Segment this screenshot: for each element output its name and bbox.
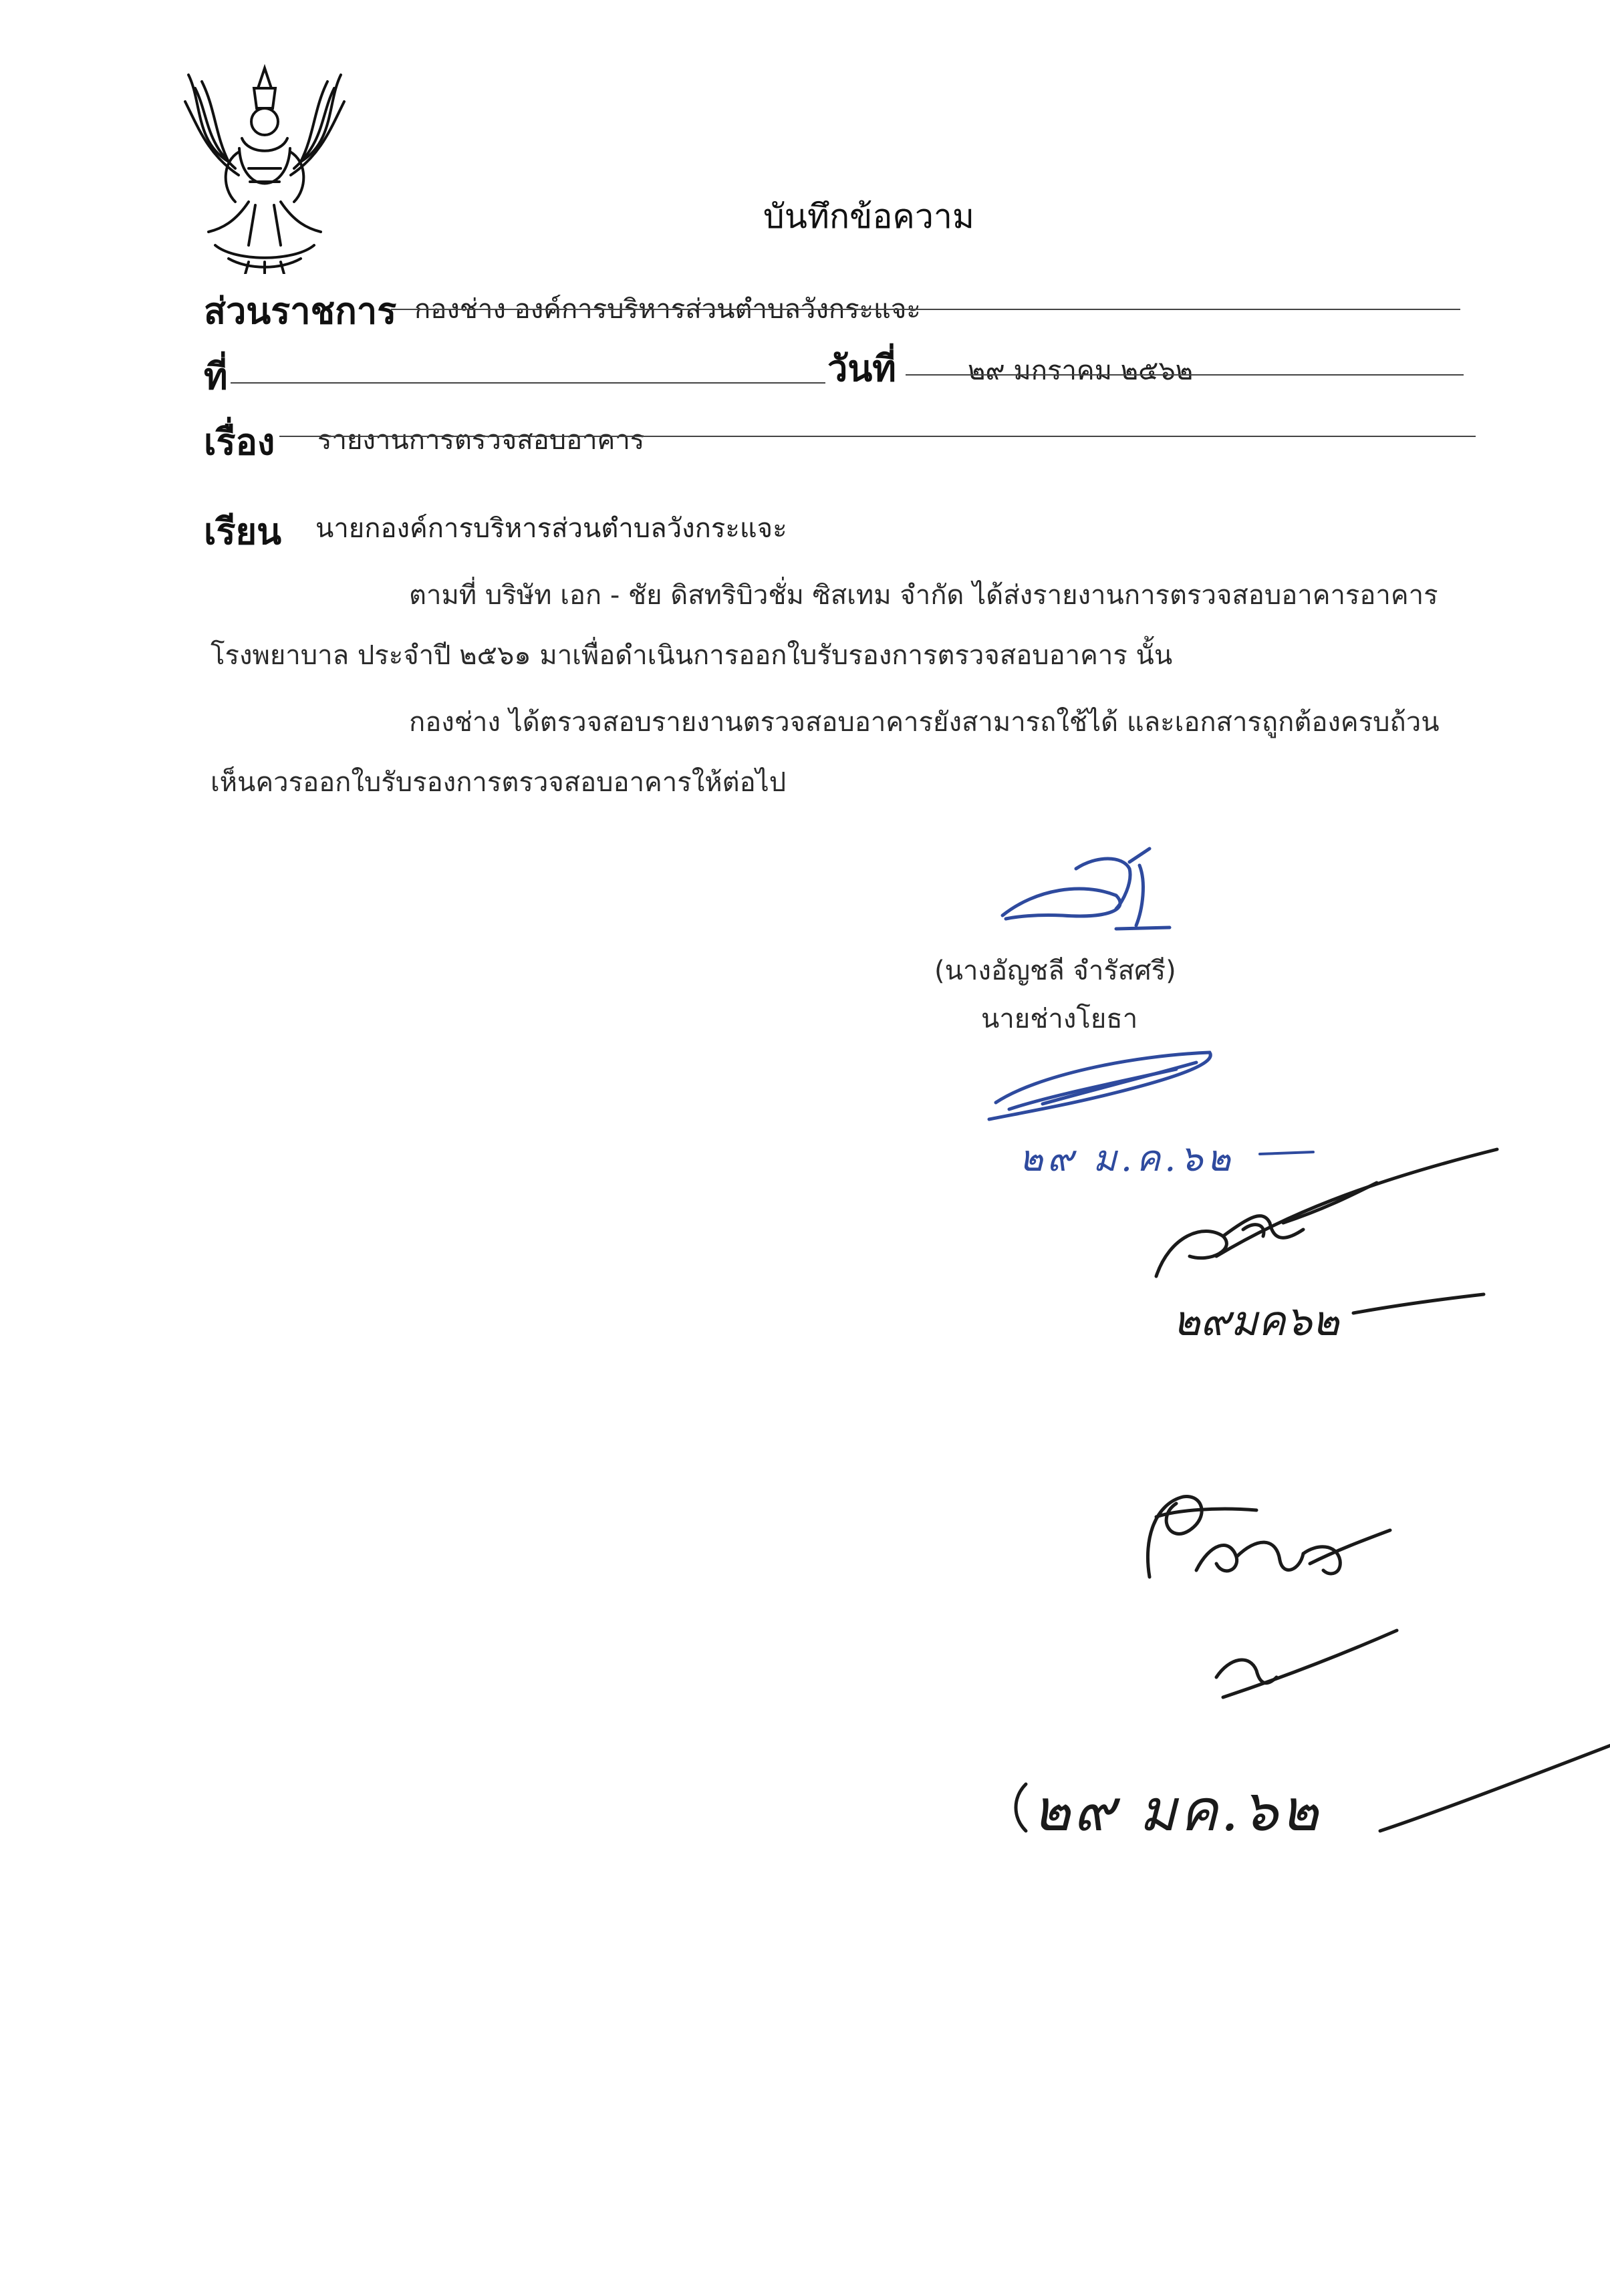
handwritten-date-3: ๒๙ มค.๖๒ bbox=[1033, 1777, 1321, 1844]
handwritten-date-3-strokes bbox=[1006, 1737, 1610, 1858]
to-value: นายกองค์การบริหารส่วนตำบลวังกระแจะ bbox=[315, 513, 787, 544]
signature-3 bbox=[1150, 1143, 1510, 1296]
subject-label: เรื่อง bbox=[204, 421, 275, 463]
handwritten-date-2: ๒๙มค๖๒ bbox=[1173, 1296, 1339, 1345]
paragraph-1-line-2: โรงพยาบาล ประจำปี ๒๕๖๑ มาเพื่อดำเนินการออกใบรับรองการตรวจสอบอาคาร นั้น bbox=[211, 640, 1173, 671]
department-underline bbox=[391, 309, 1460, 310]
paragraph-2-line-2: เห็นควรออกใบรับรองการตรวจสอบอาคารให้ต่อไป bbox=[211, 767, 787, 798]
ref-label: ที่ bbox=[204, 355, 228, 398]
handwritten-date-2-stroke bbox=[1350, 1286, 1490, 1320]
memo-title: บันทึกข้อความ bbox=[763, 197, 974, 236]
signature-1 bbox=[996, 842, 1183, 936]
date-value: ๒๙ มกราคม ๒๕๖๒ bbox=[968, 355, 1194, 386]
date-label: วันที่ bbox=[827, 347, 896, 390]
to-label: เรียน bbox=[204, 511, 282, 553]
signature-5 bbox=[1203, 1624, 1403, 1711]
subject-underline bbox=[279, 436, 1476, 437]
paragraph-1-line-1: ตามที่ บริษัท เอก - ชัย ดิสทริบิวชั่ม ซิสเทม จำกัด ได้ส่งรายงานการตรวจสอบอาคารอาคาร bbox=[409, 580, 1438, 611]
signature-4 bbox=[1136, 1477, 1397, 1590]
subject-value: รายงานการตรวจสอบอาคาร bbox=[317, 425, 645, 456]
signer-name: (นางอัญชลี จำรัสศรี) bbox=[934, 956, 1176, 986]
signer-position: นายช่างโยธา bbox=[981, 1004, 1138, 1034]
date-underline bbox=[906, 374, 1464, 376]
department-label: ส่วนราชการ bbox=[204, 290, 397, 332]
department-value: กองช่าง องค์การบริหารส่วนตำบลวังกระแจะ bbox=[414, 294, 921, 325]
garuda-emblem-icon bbox=[175, 61, 354, 274]
signature-2 bbox=[982, 1042, 1223, 1129]
handwritten-date-1: ๒๙ ม.ค.๖๒ bbox=[1019, 1137, 1235, 1179]
ref-underline bbox=[231, 382, 825, 384]
paragraph-2-line-1: กองช่าง ได้ตรวจสอบรายงานตรวจสอบอาคารยังสามารถใช้ได้ และเอกสารถูกต้องครบถ้วน bbox=[409, 707, 1440, 738]
